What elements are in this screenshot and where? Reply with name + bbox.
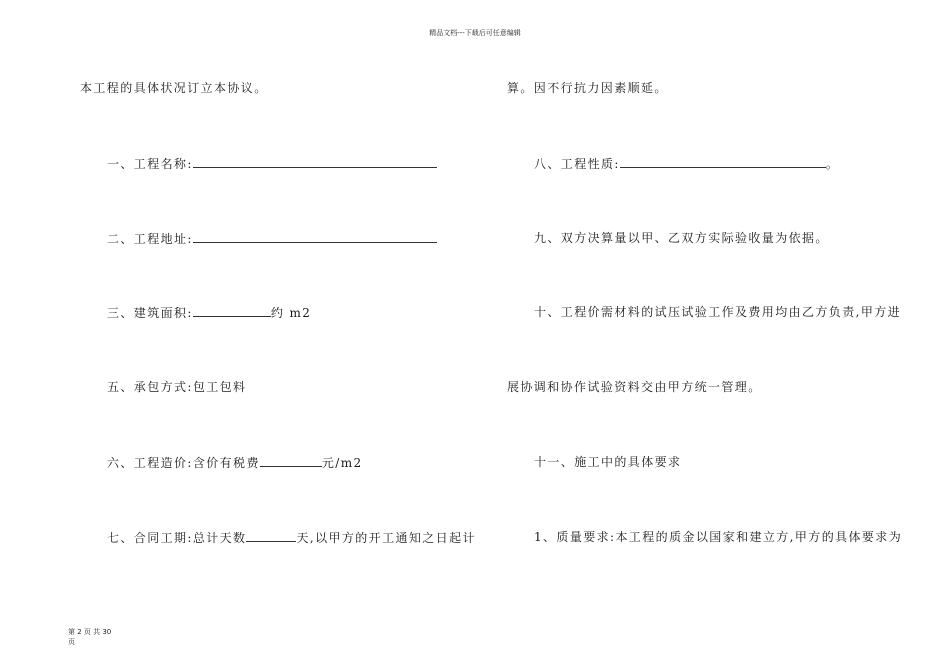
project-address-blank (193, 230, 437, 243)
item-material-testing: 十、工程价需材料的试压试验工作及费用均由乙方负责,甲方进 (534, 305, 902, 319)
project-cost-blank (260, 454, 322, 467)
continuation-line: 算。因不行抗力因素顺延。 (507, 81, 668, 95)
project-nature-blank (620, 155, 826, 168)
item-project-address (107, 230, 437, 247)
project-cost-suffix: 元/m2 (321, 456, 363, 470)
project-name-blank (193, 155, 437, 168)
item-settlement-basis: 九、双方决算量以甲、乙双方实际验收量为依据。 (534, 231, 829, 245)
intro-line: 本工程的具体状况订立本协议。 (80, 81, 268, 95)
building-area-blank (193, 304, 271, 317)
item-project-nature (534, 155, 839, 172)
item-material-testing-cont: 展协调和协作试验资料交由甲方统一管理。 (507, 380, 762, 394)
contract-period-label: 七、合同工期:总计天数 (107, 531, 247, 545)
project-address-label: 二、工程地址: (107, 232, 193, 246)
building-area-suffix: 约 m2 (270, 306, 312, 320)
contract-period-blank (246, 529, 296, 542)
item-contract-method: 五、承包方式:包工包料 (107, 380, 247, 394)
project-nature-suffix: 。 (825, 157, 840, 171)
building-area-label: 三、建筑面积: (107, 306, 193, 320)
item-building-area (107, 304, 311, 321)
contract-period-suffix: 天,以甲方的开工通知之日起计 (296, 531, 476, 545)
project-nature-label: 八、工程性质: (534, 157, 620, 171)
item-project-name (107, 155, 437, 172)
project-name-label: 一、工程名称: (107, 157, 193, 171)
page-header: 精品文档---下载后可任意编辑 (429, 29, 521, 37)
item-construction-requirements: 十一、施工中的具体要求 (534, 455, 682, 469)
item-project-cost (107, 454, 363, 471)
page-footer: 第 2 页 共 30 页 (68, 628, 112, 646)
item-quality-requirements: 1、质量要求:本工程的质金以国家和建立方,甲方的具体要求为 (534, 530, 903, 544)
project-cost-label: 六、工程造价:含价有税费 (107, 456, 260, 470)
item-contract-period (107, 529, 476, 546)
